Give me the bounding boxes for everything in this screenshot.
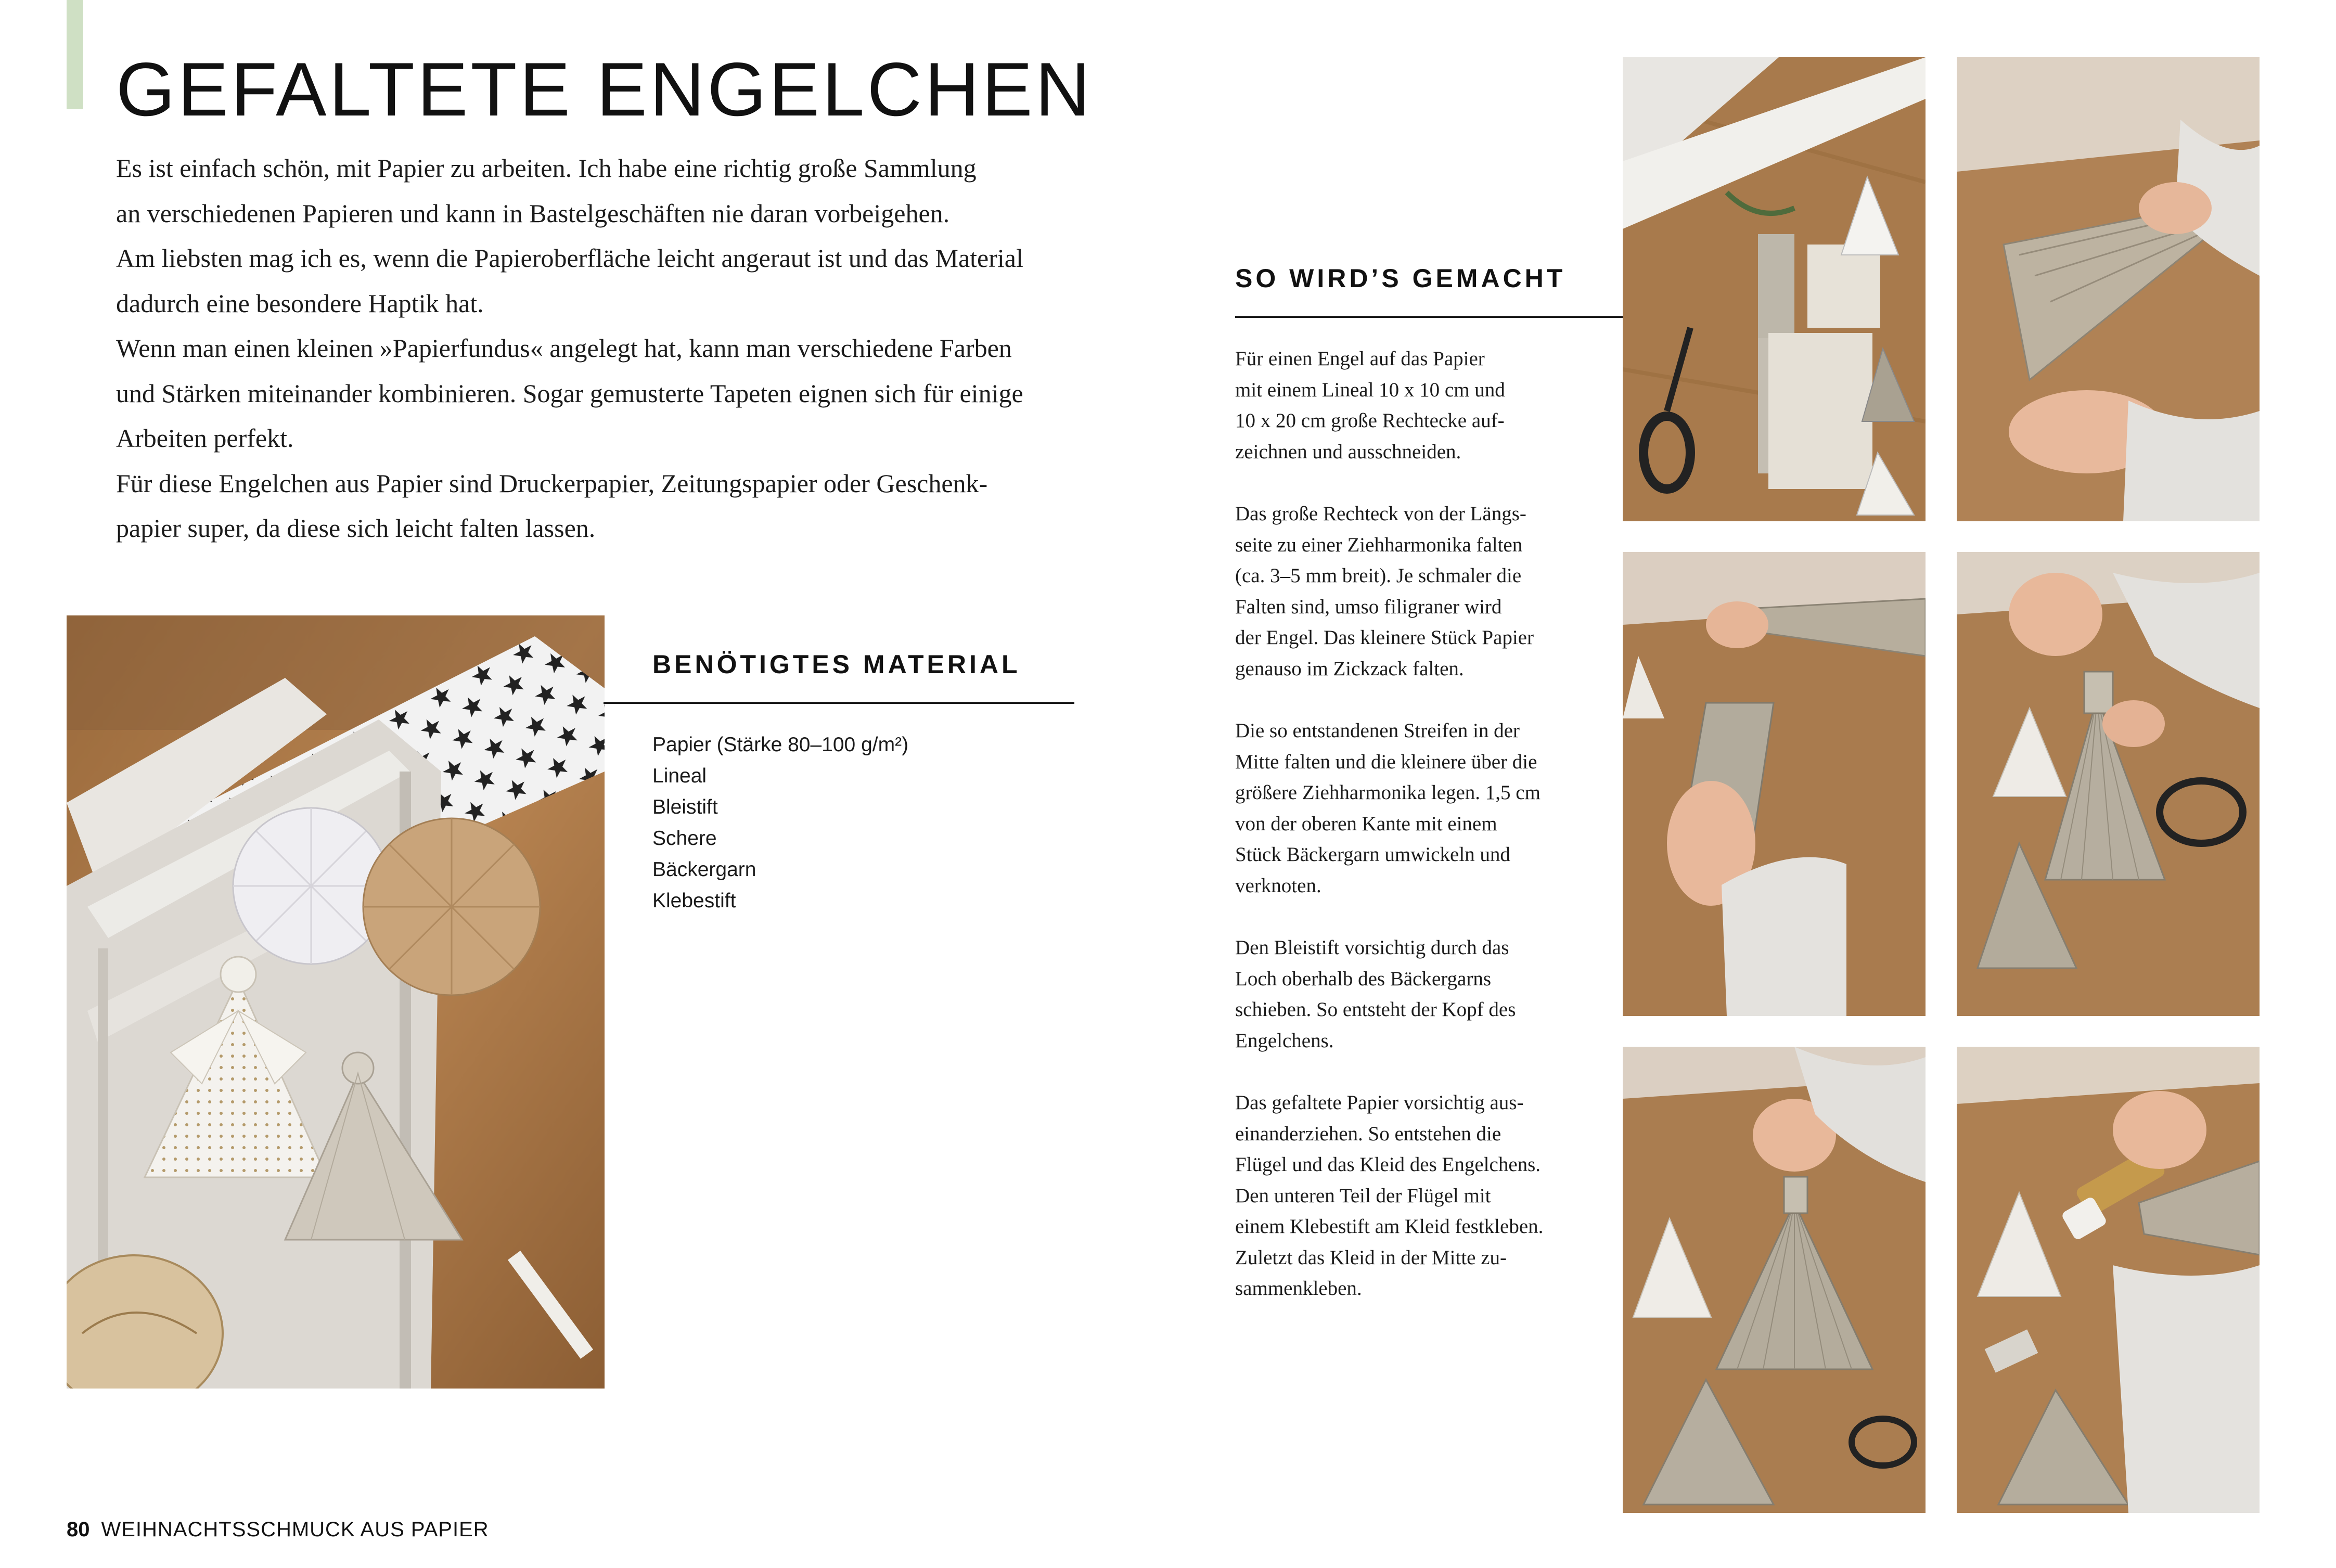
instruction-step-5 — [1235, 1087, 1610, 1304]
instruction-steps — [1235, 343, 1610, 1335]
intro-line: Für diese Engelchen aus Papier sind Druckerpapier, Zeitungspapier oder Geschenk- — [116, 468, 988, 498]
page-footer — [67, 1518, 489, 1541]
material-item: Klebestift — [652, 890, 736, 912]
instruction-step-3 — [1235, 715, 1610, 901]
intro-line: Es ist einfach schön, mit Papier zu arbeiten. Ich habe eine richtig große Sammlung — [116, 153, 977, 183]
material-item: Schere — [652, 827, 717, 850]
step-line: Das große Rechteck von der Längs- — [1235, 503, 1526, 525]
material-heading: BENÖTIGTES MATERIAL — [652, 650, 1021, 679]
instructions-divider — [1235, 316, 1623, 318]
step-line: Stück Bäckergarn umwickeln und — [1235, 843, 1510, 866]
step-photo-1-materials — [1623, 57, 1926, 521]
step-line: Zuletzt das Kleid in der Mitte zu- — [1235, 1246, 1507, 1269]
instruction-step-2 — [1235, 498, 1610, 684]
step-line: (ca. 3–5 mm breit). Je schmaler die — [1235, 564, 1522, 587]
step-line: von der oberen Kante mit einem — [1235, 812, 1497, 835]
intro-line: papier super, da diese sich leicht falten lassen. — [116, 513, 596, 543]
material-item: Bäckergarn — [652, 858, 756, 881]
material-item: Lineal — [652, 765, 707, 787]
material-item: Papier (Stärke 80–100 g/m²) — [652, 734, 909, 756]
step-line: schieben. So entsteht der Kopf des — [1235, 998, 1516, 1021]
step-line: mit einem Lineal 10 x 10 cm und — [1235, 378, 1505, 401]
instruction-step-4 — [1235, 932, 1610, 1056]
step-line: Falten sind, umso filigraner wird — [1235, 595, 1502, 618]
step-line: Flügel und das Kleid des Engelchens. — [1235, 1153, 1541, 1176]
step-line: 10 x 20 cm große Rechtecke auf- — [1235, 409, 1505, 432]
page-number: 80 — [67, 1518, 90, 1541]
step-photo-6-gluing — [1957, 1047, 2260, 1513]
step-line: sammenkleben. — [1235, 1277, 1362, 1300]
material-item: Bleistift — [652, 796, 718, 818]
intro-line: Arbeiten perfekt. — [116, 423, 294, 453]
intro-line: dadurch eine besondere Haptik hat. — [116, 288, 484, 318]
intro-text — [116, 146, 1084, 551]
step-line: genauso im Zickzack falten. — [1235, 657, 1464, 680]
step-line: Engelchens. — [1235, 1029, 1334, 1052]
instructions-heading: SO WIRD’S GEMACHT — [1235, 264, 1566, 293]
step-photo-3-layering — [1623, 552, 1926, 1016]
material-list — [652, 729, 908, 917]
step-line: Das gefaltete Papier vorsichtig aus- — [1235, 1091, 1524, 1114]
step-line: Den Bleistift vorsichtig durch das — [1235, 936, 1509, 959]
step-line: zeichnen und ausschneiden. — [1235, 440, 1461, 463]
instruction-step-1 — [1235, 343, 1610, 467]
intro-line: und Stärken miteinander kombinieren. Sogar gemusterte Tapeten eignen sich für einige — [116, 378, 1023, 408]
step-line: Die so entstandenen Streifen in der — [1235, 719, 1520, 742]
step-photo-2-folding — [1957, 57, 2260, 521]
step-line: einem Klebestift am Kleid festkleben. — [1235, 1215, 1544, 1238]
intro-line: Am liebsten mag ich es, wenn die Papieroberfläche leicht angeraut ist und das Material — [116, 243, 1023, 273]
step-line: Mitte falten und die kleinere über die — [1235, 750, 1537, 773]
step-line: Den unteren Teil der Flügel mit — [1235, 1184, 1491, 1207]
step-line: einanderziehen. So entstehen die — [1235, 1122, 1501, 1145]
intro-line: Wenn man einen kleinen »Papierfundus« angelegt hat, kann man verschiedene Farben — [116, 333, 1012, 363]
page-title: GEFALTETE ENGELCHEN — [116, 47, 1093, 132]
main-photo-angels-in-box — [67, 615, 605, 1389]
chapter-title: WEIHNACHTSSCHMUCK AUS PAPIER — [101, 1518, 489, 1541]
material-divider — [604, 702, 1074, 704]
step-line: größere Ziehharmonika legen. 1,5 cm — [1235, 781, 1541, 804]
step-line: der Engel. Das kleinere Stück Papier — [1235, 626, 1534, 649]
intro-line: an verschiedenen Papieren und kann in Bastelgeschäften nie daran vorbeigehen. — [116, 198, 950, 228]
step-line: Für einen Engel auf das Papier — [1235, 348, 1485, 370]
step-line: verknoten. — [1235, 874, 1321, 897]
step-line: seite zu einer Ziehharmonika falten — [1235, 533, 1523, 556]
step-photo-4-tying — [1957, 552, 2260, 1016]
accent-bar — [67, 0, 83, 109]
step-photo-5-shaping — [1623, 1047, 1926, 1513]
step-line: Loch oberhalb des Bäckergarns — [1235, 967, 1492, 990]
